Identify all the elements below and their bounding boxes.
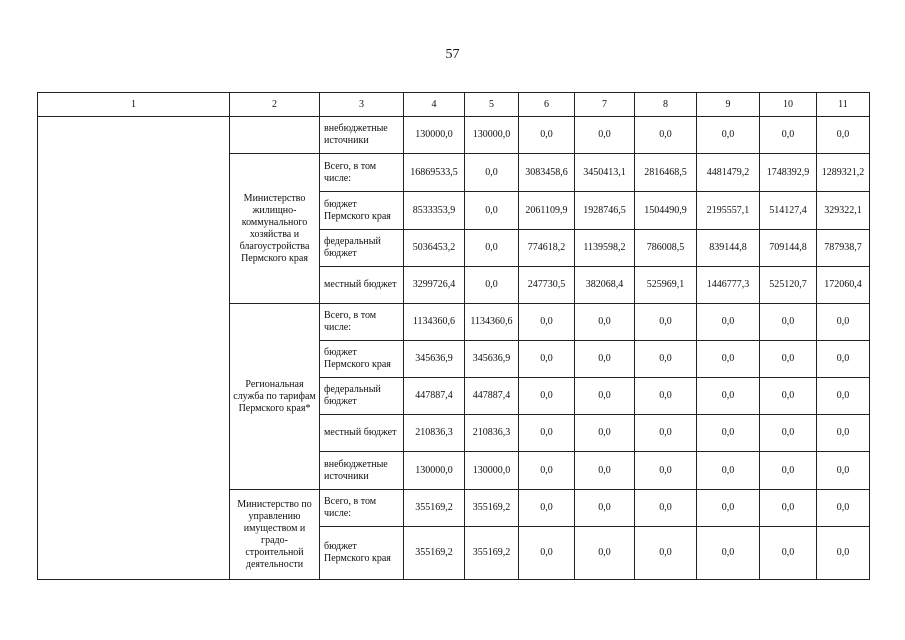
funding-source-cell: Всего, в том числе:: [320, 304, 404, 341]
value-cell: 355169,2: [465, 490, 519, 527]
table-row: [38, 117, 870, 154]
value-cell: 0,0: [760, 117, 817, 154]
value-cell: 0,0: [635, 341, 697, 378]
value-cell: 0,0: [697, 378, 760, 415]
value-cell: 839144,8: [697, 230, 760, 267]
funding-source-cell: бюджет Пермского края: [320, 341, 404, 378]
value-cell: 2816468,5: [635, 154, 697, 192]
column-header: 2: [230, 93, 320, 117]
value-cell: 355169,2: [465, 527, 519, 580]
value-cell: 514127,4: [760, 192, 817, 230]
column-header: 11: [817, 93, 870, 117]
organization-cell: [230, 117, 320, 154]
value-cell: 1446777,3: [697, 267, 760, 304]
value-cell: 172060,4: [817, 267, 870, 304]
value-cell: 0,0: [697, 415, 760, 452]
value-cell: 0,0: [519, 490, 575, 527]
value-cell: 5036453,2: [404, 230, 465, 267]
value-cell: 210836,3: [404, 415, 465, 452]
budget-table: [37, 92, 870, 580]
value-cell: 8533353,9: [404, 192, 465, 230]
column-header: 6: [519, 93, 575, 117]
funding-source-cell: федеральный бюджет: [320, 230, 404, 267]
value-cell: 0,0: [575, 378, 635, 415]
value-cell: 2195557,1: [697, 192, 760, 230]
organization-cell: Министерство жилищно-коммунального хозяйства и благоустройства Пермского края: [230, 154, 320, 304]
value-cell: 0,0: [697, 304, 760, 341]
value-cell: 0,0: [575, 415, 635, 452]
value-cell: 0,0: [760, 304, 817, 341]
value-cell: 1289321,2: [817, 154, 870, 192]
funding-source-cell: внебюджетные источники: [320, 452, 404, 490]
value-cell: 130000,0: [404, 117, 465, 154]
column-header: 10: [760, 93, 817, 117]
funding-source-cell: бюджет Пермского края: [320, 527, 404, 580]
value-cell: 0,0: [519, 415, 575, 452]
value-cell: 447887,4: [404, 378, 465, 415]
value-cell: 0,0: [760, 341, 817, 378]
value-cell: 0,0: [697, 490, 760, 527]
value-cell: 787938,7: [817, 230, 870, 267]
value-cell: 0,0: [519, 341, 575, 378]
value-cell: 3299726,4: [404, 267, 465, 304]
value-cell: 786008,5: [635, 230, 697, 267]
value-cell: 0,0: [575, 304, 635, 341]
header-row: [38, 93, 870, 117]
value-cell: 0,0: [635, 527, 697, 580]
organization-cell: Региональная служба по тарифам Пермского края*: [230, 304, 320, 490]
value-cell: 130000,0: [404, 452, 465, 490]
page-number: 57: [445, 47, 460, 62]
value-cell: 1748392,9: [760, 154, 817, 192]
value-cell: 0,0: [760, 490, 817, 527]
value-cell: 0,0: [635, 452, 697, 490]
value-cell: 247730,5: [519, 267, 575, 304]
value-cell: 1134360,6: [465, 304, 519, 341]
value-cell: 0,0: [817, 415, 870, 452]
value-cell: 2061109,9: [519, 192, 575, 230]
value-cell: 3450413,1: [575, 154, 635, 192]
value-cell: 0,0: [519, 452, 575, 490]
value-cell: 0,0: [635, 117, 697, 154]
value-cell: 0,0: [817, 117, 870, 154]
value-cell: 0,0: [519, 527, 575, 580]
value-cell: 0,0: [575, 341, 635, 378]
value-cell: 0,0: [465, 154, 519, 192]
value-cell: 0,0: [697, 527, 760, 580]
value-cell: 0,0: [760, 452, 817, 490]
value-cell: 1504490,9: [635, 192, 697, 230]
value-cell: 355169,2: [404, 490, 465, 527]
value-cell: 345636,9: [404, 341, 465, 378]
value-cell: 355169,2: [404, 527, 465, 580]
value-cell: 0,0: [817, 452, 870, 490]
value-cell: 0,0: [575, 527, 635, 580]
column-header: 3: [320, 93, 404, 117]
value-cell: 0,0: [465, 230, 519, 267]
value-cell: 0,0: [465, 267, 519, 304]
value-cell: 0,0: [575, 452, 635, 490]
value-cell: 0,0: [817, 304, 870, 341]
value-cell: 0,0: [575, 490, 635, 527]
value-cell: 447887,4: [465, 378, 519, 415]
value-cell: 525969,1: [635, 267, 697, 304]
value-cell: 382068,4: [575, 267, 635, 304]
value-cell: 16869533,5: [404, 154, 465, 192]
value-cell: 774618,2: [519, 230, 575, 267]
funding-source-cell: федеральный бюджет: [320, 378, 404, 415]
value-cell: 0,0: [817, 341, 870, 378]
value-cell: 0,0: [519, 304, 575, 341]
value-cell: 329322,1: [817, 192, 870, 230]
value-cell: 0,0: [817, 378, 870, 415]
empty-cell-col1: [38, 117, 230, 580]
value-cell: 0,0: [760, 415, 817, 452]
value-cell: 1134360,6: [404, 304, 465, 341]
value-cell: 0,0: [697, 117, 760, 154]
value-cell: 3083458,6: [519, 154, 575, 192]
funding-source-cell: местный бюджет: [320, 267, 404, 304]
value-cell: 709144,8: [760, 230, 817, 267]
value-cell: 0,0: [635, 378, 697, 415]
value-cell: 0,0: [817, 527, 870, 580]
organization-cell: Министерство по управлению имуществом и градо-строительной деятельности: [230, 490, 320, 580]
value-cell: 0,0: [465, 192, 519, 230]
funding-source-cell: Всего, в том числе:: [320, 154, 404, 192]
value-cell: 0,0: [760, 378, 817, 415]
value-cell: 210836,3: [465, 415, 519, 452]
value-cell: 0,0: [635, 415, 697, 452]
funding-source-cell: бюджет Пермского края: [320, 192, 404, 230]
value-cell: 130000,0: [465, 117, 519, 154]
column-header: 7: [575, 93, 635, 117]
value-cell: 1928746,5: [575, 192, 635, 230]
value-cell: 0,0: [635, 490, 697, 527]
value-cell: 525120,7: [760, 267, 817, 304]
funding-source-cell: внебюджетные источники: [320, 117, 404, 154]
value-cell: 0,0: [817, 490, 870, 527]
funding-source-cell: местный бюджет: [320, 415, 404, 452]
value-cell: 0,0: [519, 117, 575, 154]
value-cell: 0,0: [575, 117, 635, 154]
value-cell: 0,0: [697, 452, 760, 490]
column-header: 9: [697, 93, 760, 117]
value-cell: 130000,0: [465, 452, 519, 490]
funding-source-cell: Всего, в том числе:: [320, 490, 404, 527]
value-cell: 0,0: [697, 341, 760, 378]
value-cell: 0,0: [519, 378, 575, 415]
value-cell: 4481479,2: [697, 154, 760, 192]
value-cell: 345636,9: [465, 341, 519, 378]
column-header: 5: [465, 93, 519, 117]
value-cell: 0,0: [635, 304, 697, 341]
column-header: 8: [635, 93, 697, 117]
value-cell: 0,0: [760, 527, 817, 580]
value-cell: 1139598,2: [575, 230, 635, 267]
column-header: 4: [404, 93, 465, 117]
column-header: 1: [38, 93, 230, 117]
